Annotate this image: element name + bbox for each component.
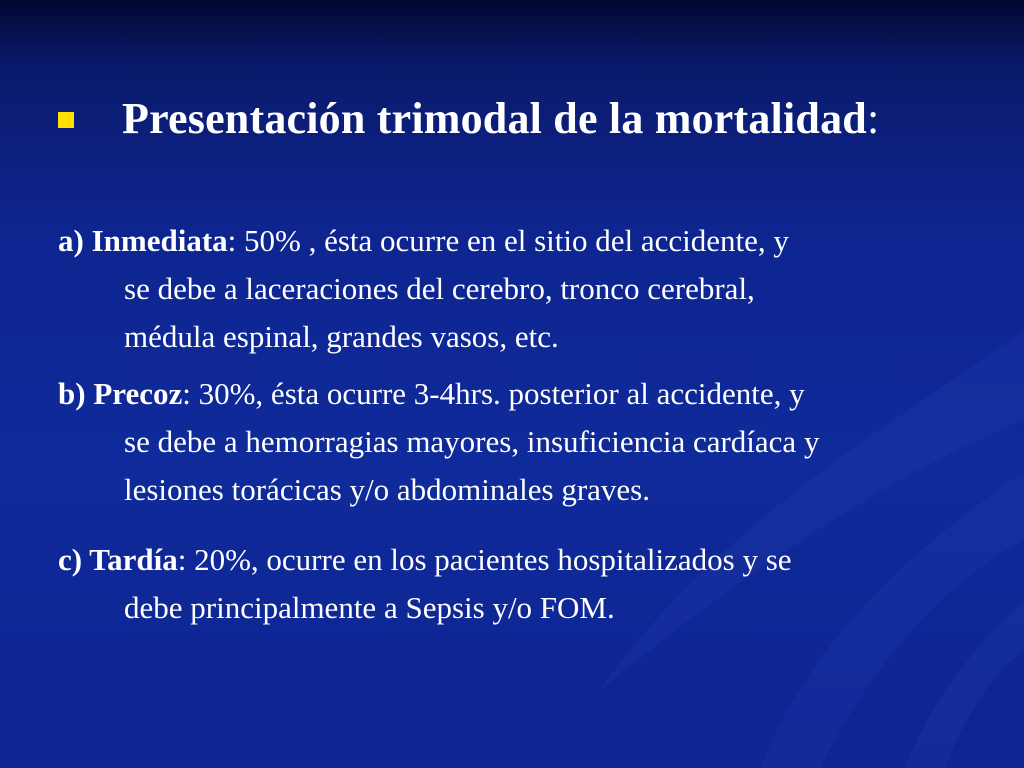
item-line: lesiones torácicas y/o abdominales graves. xyxy=(124,472,650,507)
slide-title-text: Presentación trimodal de la mortalidad xyxy=(122,94,867,143)
item-line: médula espinal, grandes vasos, etc. xyxy=(124,319,559,354)
item-label: b) Precoz xyxy=(58,376,183,411)
item-line: se debe a hemorragias mayores, insuficiencia cardíaca y xyxy=(124,424,820,459)
item-label: c) Tardía xyxy=(58,542,178,577)
item-line xyxy=(58,536,792,584)
slide-title xyxy=(58,93,879,144)
item-line xyxy=(58,370,819,418)
item-line xyxy=(58,217,789,265)
slide-title-colon: : xyxy=(866,94,880,143)
item-text: 50% , ésta ocurre en el sitio del accidente, y xyxy=(236,223,789,258)
item-text: 20%, ocurre en los pacientes hospitalizados y se xyxy=(186,542,792,577)
mortality-item-early xyxy=(58,370,819,514)
item-separator: : xyxy=(227,223,237,258)
item-separator: : xyxy=(177,542,187,577)
bullet-square-icon xyxy=(58,112,74,128)
item-separator: : xyxy=(182,376,191,411)
item-line: se debe a laceraciones del cerebro, tronco cerebral, xyxy=(124,271,755,306)
mortality-item-immediate xyxy=(58,217,789,361)
item-text: 30%, ésta ocurre 3-4hrs. posterior al accidente, y xyxy=(190,376,805,411)
item-line: debe principalmente a Sepsis y/o FOM. xyxy=(124,590,615,625)
item-label: a) Inmediata xyxy=(58,223,228,258)
mortality-item-late xyxy=(58,536,792,632)
